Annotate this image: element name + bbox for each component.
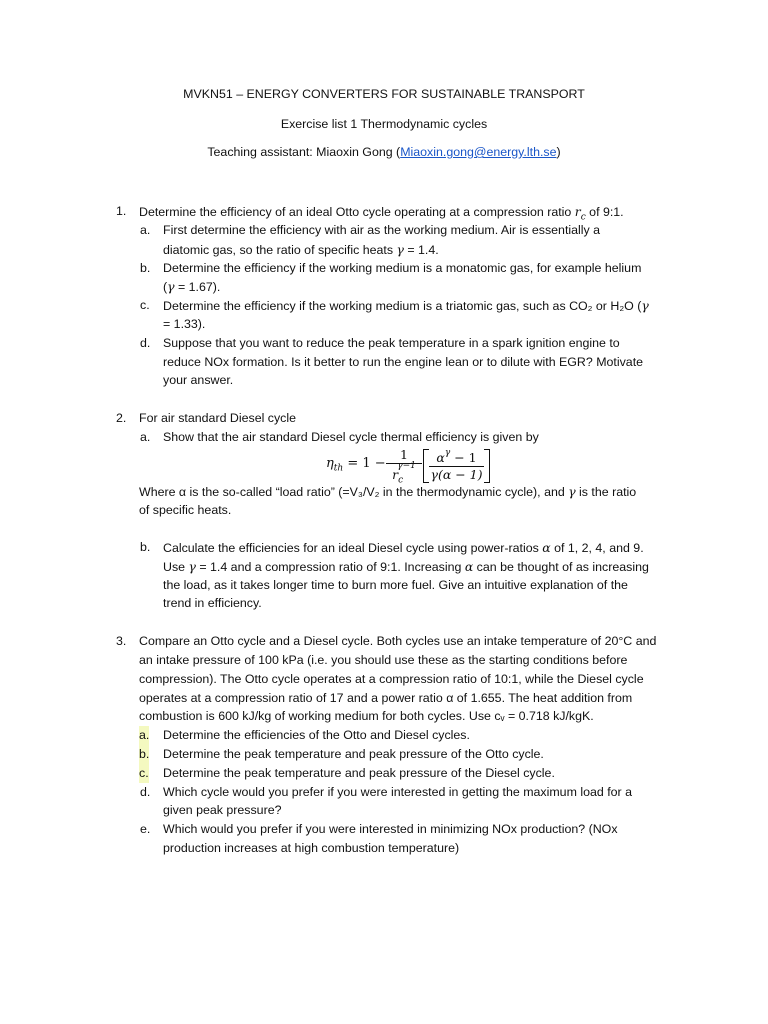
- q1d-label: d.: [140, 336, 151, 350]
- exercise-title: Exercise list 1 Thermodynamic cycles: [280, 117, 488, 131]
- q2b-line3: the load, as it takes longer time to burn more fuel. Give an intuitive explanation of the: [163, 578, 628, 592]
- formula-frac-2: $\alpha^\gamma - 1$ γ(α − 1): [430, 448, 483, 483]
- q1d-line2: reduce NOx formation. Is it better to run the engine lean or to dilute with EGR? Motivate: [163, 355, 644, 369]
- q1d-line1: Suppose that you want to reduce the peak temperature in a spark ignition engine to: [163, 336, 620, 350]
- q3-line1: Compare an Otto cycle and a Diesel cycle. Both cycles use an intake temperature of 20°C and: [139, 634, 657, 648]
- q2a-line1: Show that the air standard Diesel cycle thermal efficiency is given by: [163, 430, 539, 444]
- q1b-label: b.: [140, 261, 151, 275]
- q3e-line1: Which would you prefer if you were interested in minimizing NOx production? (NOx: [163, 822, 618, 836]
- q1c-line2: = 1.33).: [163, 317, 206, 331]
- q2b-line1: Calculate the efficiencies for an ideal Diesel cycle using power-ratios α of 1, 2, 4, and 9.: [163, 540, 644, 555]
- q3-line2: an intake pressure of 100 kPa (i.e. you should use these as the starting conditions before: [139, 653, 628, 667]
- q2a-label: a.: [140, 430, 151, 444]
- q1b-line2: (γ = 1.67).: [163, 279, 221, 294]
- q3b-label: b.: [139, 745, 149, 764]
- q2b-line2: Use γ = 1.4 and a compression ratio of 9:1. Increasing α can be thought of as increasing: [163, 559, 649, 574]
- teaching-assistant-line: Teaching assistant: Miaoxin Gong (Miaoxin.gong@energy.lth.se): [207, 145, 561, 159]
- q2-text: For air standard Diesel cycle: [139, 411, 297, 425]
- q1-text: Determine the efficiency of an ideal Otto cycle operating at a compression ratio $r_c$ of 9:1.: [139, 204, 624, 223]
- q3-line5: combustion is 600 kJ/kg of working medium for both cycles. Use cᵥ = 0.718 kJ/kgK.: [139, 709, 594, 723]
- q3-line3: compression). The Otto cycle operates at a compression ratio of 10:1, while the Diesel cycle: [139, 672, 644, 686]
- q1-number: 1.: [116, 204, 127, 218]
- q3a-label: a.: [139, 726, 149, 745]
- formula-lhs: $\eta_{th} = 1$ −: [326, 456, 386, 474]
- q3-number: 3.: [116, 634, 127, 648]
- course-title: MVKN51 – ENERGY CONVERTERS FOR SUSTAINABLE TRANSPORT: [183, 87, 585, 101]
- q2-where-line1: Where α is the so-called “load ratio” (=V₃/V₂ in the thermodynamic cycle), and γ is the ratio: [139, 484, 637, 499]
- q1d-line3: your answer.: [163, 373, 234, 387]
- ta-email-link[interactable]: Miaoxin.gong@energy.lth.se: [400, 145, 557, 159]
- q1a-line2: diatomic gas, so the ratio of specific heats γ = 1.4.: [163, 242, 439, 257]
- q1c-label: c.: [140, 298, 150, 312]
- q2b-line4: trend in efficiency.: [163, 596, 262, 610]
- q2-where-line2: of specific heats.: [139, 503, 232, 517]
- q1c-line1: Determine the efficiency if the working medium is a triatomic gas, such as CO₂ or H₂O (γ: [163, 298, 649, 313]
- q3-line4: operates at a compression ratio of 17 and a power ratio α of 1.655. The heat addition from: [139, 691, 633, 705]
- q2-number: 2.: [116, 411, 127, 425]
- q3b-text: Determine the peak temperature and peak pressure of the Otto cycle.: [163, 747, 544, 761]
- q2b-label: b.: [140, 540, 151, 554]
- q3a-text: Determine the efficiencies of the Otto and Diesel cycles.: [163, 728, 470, 742]
- q3c-text: Determine the peak temperature and peak pressure of the Diesel cycle.: [163, 766, 555, 780]
- q3e-label: e.: [140, 822, 151, 836]
- q3d-line2: given peak pressure?: [163, 803, 282, 817]
- q1a-line1: First determine the efficiency with air as the working medium. Air is essentially a: [163, 223, 601, 237]
- formula-right-bracket: [484, 449, 490, 483]
- formula-frac-1: 1 $r_c^{\gamma-1}$: [386, 447, 422, 489]
- q3e-line2: production increases at high combustion temperature): [163, 841, 460, 855]
- q3d-label: d.: [140, 785, 151, 799]
- q3c-label: c.: [139, 764, 149, 783]
- q1b-line1: Determine the efficiency if the working medium is a monatomic gas, for example helium: [163, 261, 642, 275]
- q1a-label: a.: [140, 223, 151, 237]
- q3d-line1: Which cycle would you prefer if you were interested in getting the maximum load for a: [163, 785, 632, 799]
